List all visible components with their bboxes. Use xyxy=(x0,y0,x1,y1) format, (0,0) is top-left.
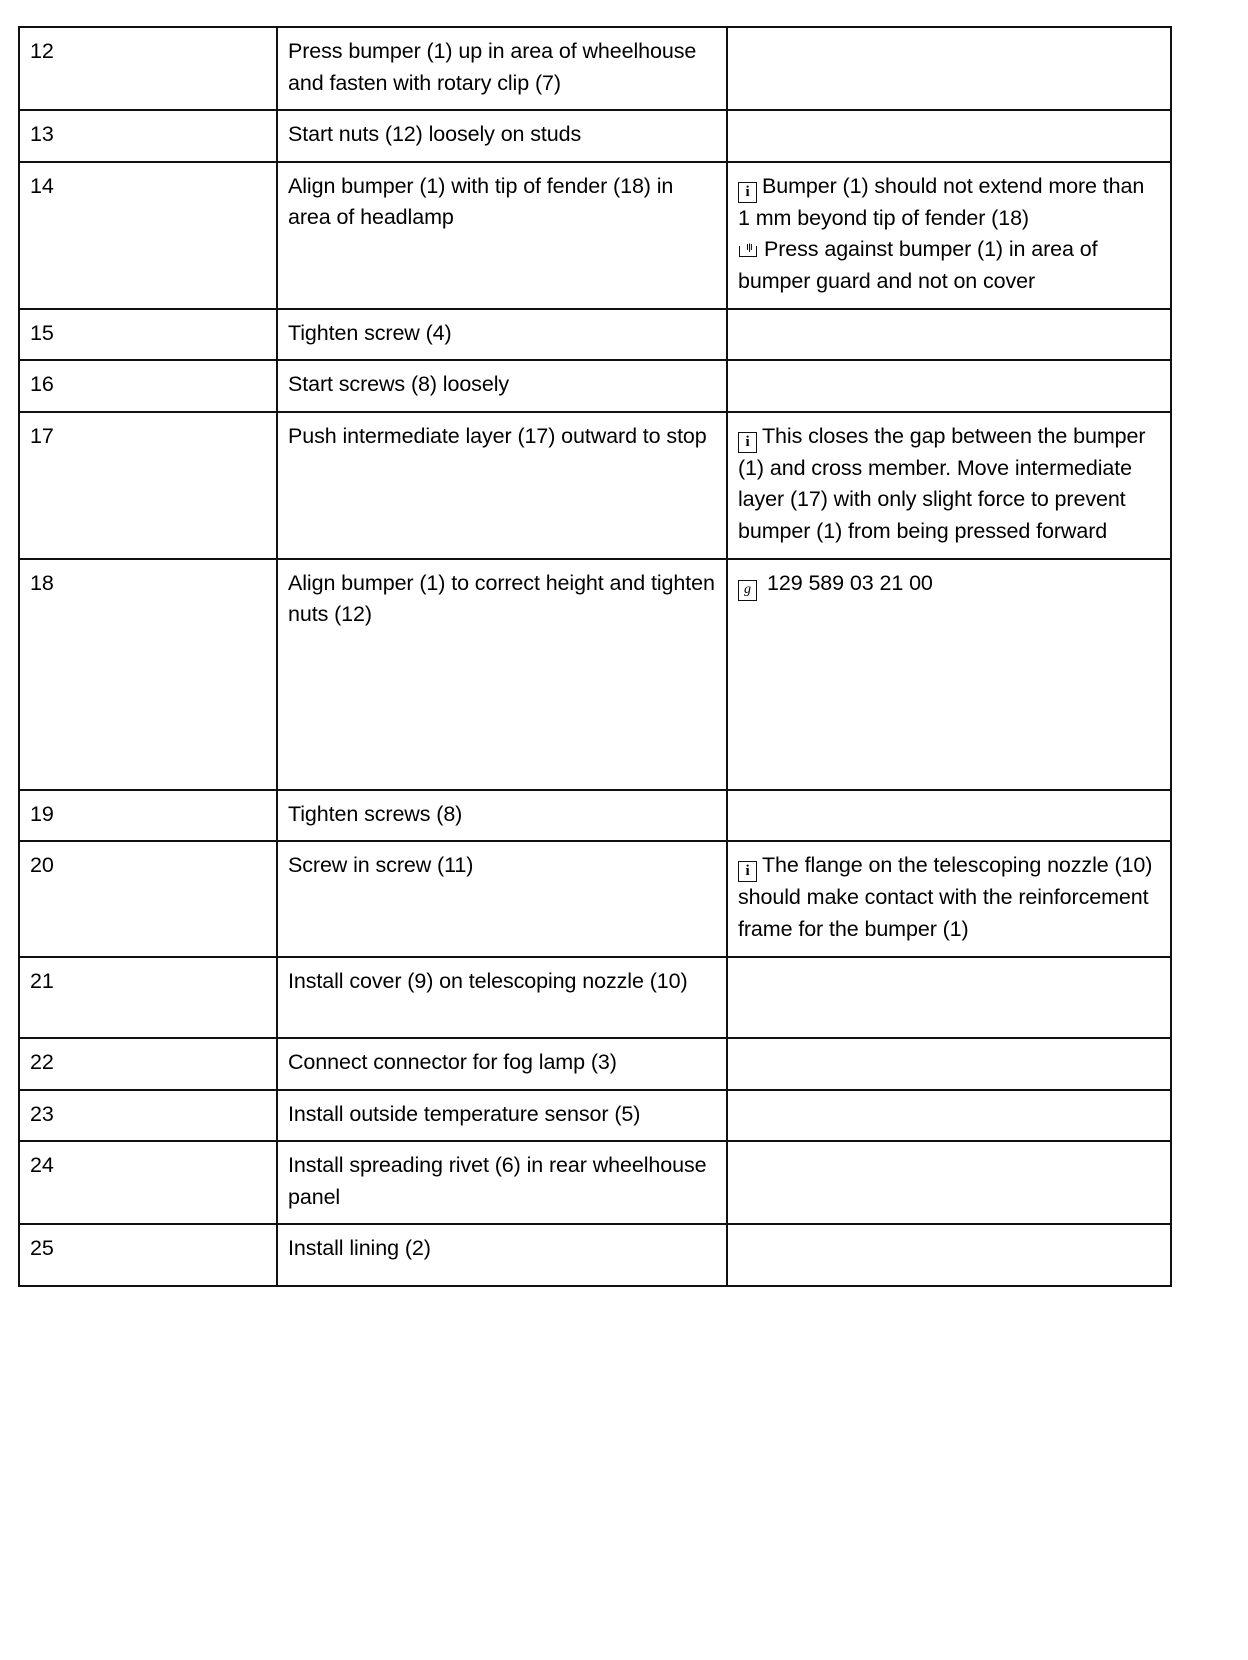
hand-icon: ıןı xyxy=(738,240,760,257)
note-cell xyxy=(727,412,1171,559)
note-cell xyxy=(727,841,1171,956)
step-text-label: Align bumper (1) to correct height and tighten nuts (12) xyxy=(288,570,715,627)
step-text-label: Install cover (9) on telescoping nozzle (10) xyxy=(288,968,688,993)
info-icon: i xyxy=(738,182,757,203)
table-row xyxy=(19,957,1171,1039)
step-number: 14 xyxy=(19,162,277,309)
step-number: 13 xyxy=(19,110,277,162)
step-text: Start nuts (12) loosely on studs xyxy=(277,110,727,162)
note-info xyxy=(738,421,1160,548)
row-spacer xyxy=(288,997,716,1027)
step-text: Tighten screws (8) xyxy=(277,790,727,842)
note-cell xyxy=(727,957,1171,1039)
table-row xyxy=(19,841,1171,956)
step-number: 23 xyxy=(19,1090,277,1142)
step-text xyxy=(277,1224,727,1286)
step-text xyxy=(277,957,727,1039)
step-text: Connect connector for fog lamp (3) xyxy=(277,1038,727,1090)
table-row xyxy=(19,162,1171,309)
table-row xyxy=(19,790,1171,842)
note-text: 129 589 03 21 00 xyxy=(767,570,933,595)
note-text: Bumper (1) should not extend more than 1 mm beyond tip of fender (18) xyxy=(738,173,1145,230)
info-icon: i xyxy=(738,861,757,882)
step-number: 16 xyxy=(19,360,277,412)
note-cell xyxy=(727,790,1171,842)
step-number: 18 xyxy=(19,559,277,790)
step-text: Screw in screw (11) xyxy=(277,841,727,956)
note-caution xyxy=(738,234,1160,297)
note-cell xyxy=(727,309,1171,361)
table-row xyxy=(19,559,1171,790)
note-text: This closes the gap between the bumper (1) and cross member. Move intermediate layer (17) with only slight force to prevent bumper (1) from being pressed forward xyxy=(738,423,1146,543)
table-row xyxy=(19,1224,1171,1286)
tool-icon: g xyxy=(738,580,757,601)
table-row xyxy=(19,1141,1171,1224)
row-spacer xyxy=(288,1265,716,1275)
step-number: 12 xyxy=(19,27,277,110)
note-cell xyxy=(727,559,1171,790)
step-number: 22 xyxy=(19,1038,277,1090)
note-tool xyxy=(738,568,1160,601)
table-row xyxy=(19,110,1171,162)
note-info xyxy=(738,171,1160,235)
note-cell xyxy=(727,110,1171,162)
note-info xyxy=(738,850,1160,945)
step-text: Tighten screw (4) xyxy=(277,309,727,361)
table-row xyxy=(19,1090,1171,1142)
table-row xyxy=(19,1038,1171,1090)
step-text xyxy=(277,559,727,790)
table-row xyxy=(19,27,1171,110)
note-cell xyxy=(727,1038,1171,1090)
step-text: Press bumper (1) up in area of wheelhouse and fasten with rotary clip (7) xyxy=(277,27,727,110)
step-number: 19 xyxy=(19,790,277,842)
note-cell xyxy=(727,27,1171,110)
note-text: The flange on the telescoping nozzle (10) should make contact with the reinforcement frame for the bumper (1) xyxy=(738,853,1153,941)
step-number: 24 xyxy=(19,1141,277,1224)
step-text: Align bumper (1) with tip of fender (18) in area of headlamp xyxy=(277,162,727,309)
step-number: 15 xyxy=(19,309,277,361)
step-text-label: Install lining (2) xyxy=(288,1236,431,1261)
note-cell xyxy=(727,1141,1171,1224)
step-number: 21 xyxy=(19,957,277,1039)
row-spacer xyxy=(288,631,716,779)
step-text: Start screws (8) loosely xyxy=(277,360,727,412)
step-text: Push intermediate layer (17) outward to stop xyxy=(277,412,727,559)
step-number: 25 xyxy=(19,1224,277,1286)
info-icon: i xyxy=(738,432,757,453)
note-text: Press against bumper (1) in area of bumper guard and not on cover xyxy=(738,237,1098,293)
procedure-table xyxy=(18,26,1172,1287)
note-cell xyxy=(727,360,1171,412)
table-row xyxy=(19,412,1171,559)
table-row xyxy=(19,360,1171,412)
step-number: 17 xyxy=(19,412,277,559)
note-cell xyxy=(727,1224,1171,1286)
step-number: 20 xyxy=(19,841,277,956)
step-text: Install spreading rivet (6) in rear wheelhouse panel xyxy=(277,1141,727,1224)
note-cell xyxy=(727,1090,1171,1142)
table-row xyxy=(19,309,1171,361)
step-text: Install outside temperature sensor (5) xyxy=(277,1090,727,1142)
note-cell xyxy=(727,162,1171,309)
